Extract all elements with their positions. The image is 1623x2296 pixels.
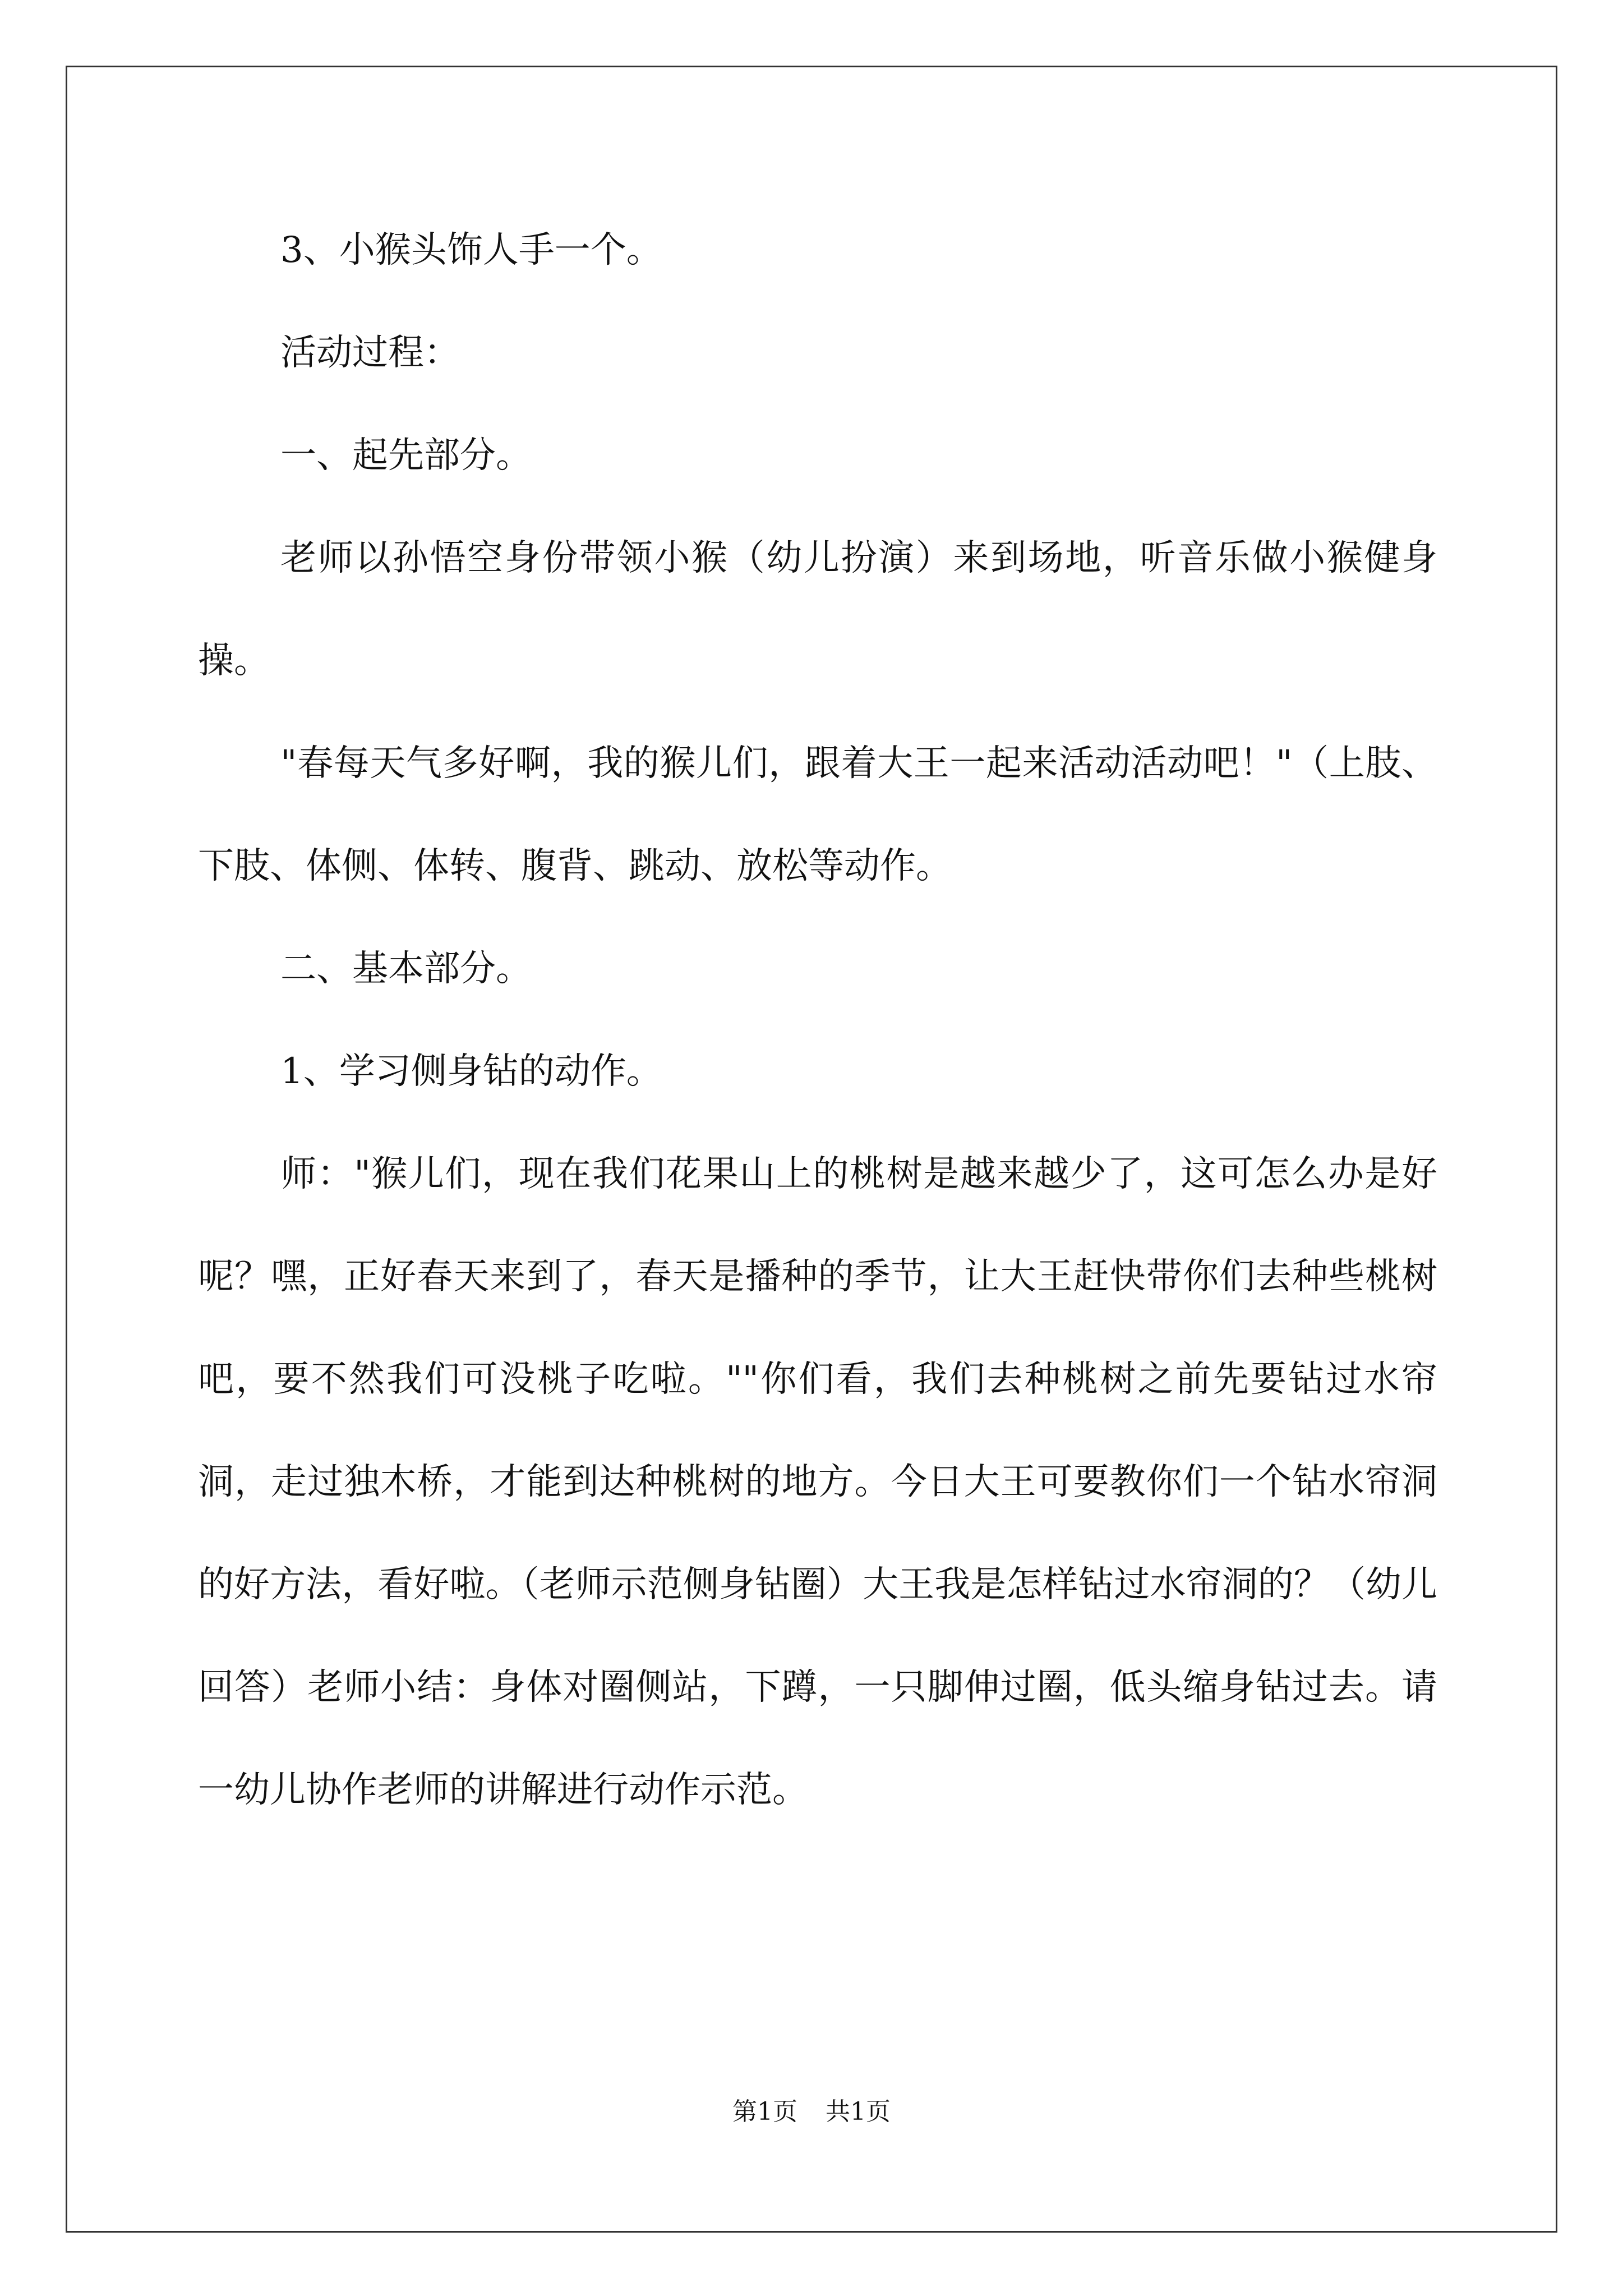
page-total: 共1页 (826, 2097, 891, 2126)
heading-section-one: 一、起先部分。 (280, 435, 532, 476)
page-number: 第1页 (732, 2097, 797, 2126)
heading-item-one: 1、学习侧身钻的动作。 (280, 1051, 662, 1092)
heading-section-two: 二、基本部分。 (280, 948, 532, 990)
paragraph-warmup-speech: "春每天气多好啊，我的猴儿们，跟着大王一起来活动活动吧！"（上肢、下肢、体侧、体转、腹背、跳动、放松等动作。 (198, 743, 1437, 887)
heading-activity-process: 活动过程： (280, 332, 460, 374)
page-footer (0, 2095, 1623, 2129)
paragraph-materials: 3、小猴头饰人手一个。 (280, 229, 662, 271)
paragraph-warmup: 老师以孙悟空身份带领小猴（幼儿扮演）来到场地，听音乐做小猴健身操。 (198, 537, 1437, 682)
paragraph-teacher-speech: 师："猴儿们，现在我们花果山上的桃树是越来越少了，这可怎么办是好呢？嘿，正好春天来到了，春天是播种的季节，让大王赶快带你们去种些桃树吧，要不然我们可没桃子吃啦。""你们看，我们去种桃树之前先要钻过水帘洞，走过独木桥，才能到达种桃树的地方。今日大王可要教你们一个钻水帘洞的好方法，看好啦。（老师示范侧身钻圈）大王我是怎样钻过水帘洞的？（幼儿回答）老师小结：身体对圈侧站，下蹲，一只脚伸过圈，低头缩身钻过去。请一幼儿协作老师的讲解进行动作示范。 (198, 1153, 1437, 1811)
